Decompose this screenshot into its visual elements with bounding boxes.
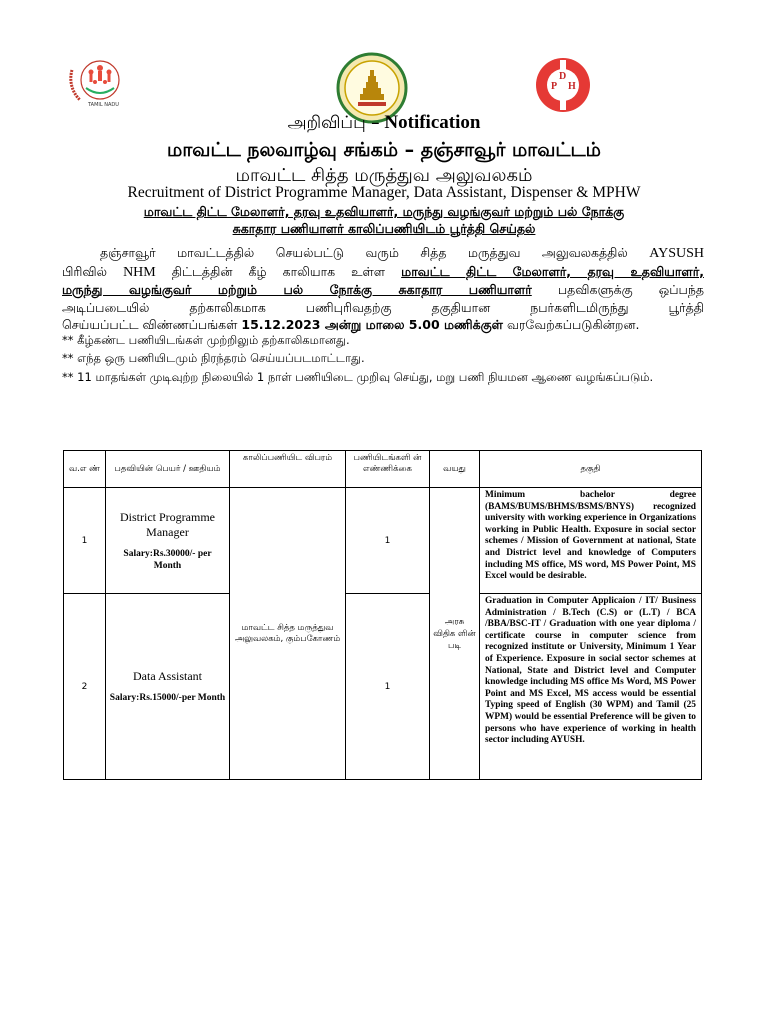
- intro-paragraph: [62, 244, 704, 334]
- row-sno: 2: [64, 594, 106, 780]
- nhm-logo-icon: [60, 54, 140, 116]
- intro-text: பிரிவில்: [62, 263, 107, 279]
- intro-text-nhm: NHM: [123, 264, 156, 280]
- note-temporary: ** கீழ்கண்ட பணியிடங்கள் முற்றிலும் தற்காலிகமானது.: [62, 333, 350, 347]
- header-count: பணியிடங்களி ன் எண்ணிக்கை: [346, 451, 430, 488]
- qualification-cell: Graduation in Computer Applicaion / IT/ Business Administration / B.Tech (C.S) or (L.T) / BCA /BBA/BSC-IT / Graduation with one year diploma / certificate course in computer science from recognized institute or University, Minimum 1 Year of Experience. Exposure in social sector schemes at National, State and District level and Computer knowledge including MS office Ms Word, MS Power Point and MS Excel, MS access would be essential Typing speed of English (30 WPM) and Tamil (25 WPM) would be essential Preference will be given to persons who have experience of working in health sector including AYUSH.: [480, 594, 702, 780]
- posts-table: [63, 450, 702, 780]
- dph-letter-h: H: [568, 81, 576, 92]
- post-cell: [106, 488, 230, 594]
- qualification-cell: Minimum bachelor degree (BAMS/BUMS/BHMS/BSMS/BNYS) recognized university with working experience in Organizations working in Public Health. Exposure in social sector schemes / Mission of Government at national, State and District level and knowledge of Computers including MS office, MS word, MS Power Point, MS Excel would be desirable.: [480, 488, 702, 594]
- header-sno: வ.எ ண்: [64, 451, 106, 488]
- note-reappointment: ** 11 மாதங்கள் முடிவுற்ற நிலையில் 1 நாள் பணியிடை முறிவு செய்து, மறு பணி நியமன ஆணை வழங்கப்படும்.: [62, 370, 654, 384]
- notice-title: [0, 112, 768, 135]
- intro-text-aysush: AYSUSH: [649, 246, 704, 261]
- intro-posts-highlight: மாவட்ட திட்ட மேலாளர், தரவு உதவியாளர்,: [401, 263, 704, 279]
- intro-posts-highlight: மருந்து வழங்குவர் மற்றும் பல் நோக்கு சுகாதார பணியாளர்: [62, 282, 532, 297]
- vacancy-office: மாவட்ட சித்த மருத்துவ அலுவலகம், கும்பகோணம்: [234, 622, 341, 644]
- recruitment-heading: Recruitment of District Programme Manager, Data Assistant, Dispenser & MPHW: [127, 184, 641, 201]
- posts-heading-line-2: சுகாதார பணியாளர் காலிப்பணியிடம் பூர்த்தி செய்தல்: [232, 221, 536, 236]
- intro-line-5: [62, 316, 704, 334]
- header-post: பதவியின் பெயர் / ஊதியம்: [106, 451, 230, 488]
- row-sno: 1: [64, 488, 106, 594]
- intro-line-2: [62, 263, 704, 282]
- notice-title-tamil: அறிவிப்பு –: [287, 113, 380, 133]
- intro-text: தஞ்சாவூர் மாவட்டத்தில் செயல்பட்டு வரும் சித்த மருத்துவ அலுவலகத்தில்: [100, 245, 628, 260]
- office-heading: மாவட்ட சித்த மருத்துவ அலுவலகம்: [235, 165, 533, 186]
- intro-text: பதவிகளுக்கு ஒப்பந்த: [557, 282, 704, 297]
- dph-letter-p: P: [551, 81, 558, 92]
- post-salary: Salary:Rs.30000/- per Month: [123, 548, 212, 571]
- header-age: வயது: [430, 451, 480, 488]
- post-title: District Programme Manager: [120, 509, 215, 539]
- age-rule: அரசு விதிக ளின் படி: [433, 616, 476, 651]
- dph-logo-icon: [532, 56, 594, 114]
- vacancy-office-cell: [230, 488, 346, 780]
- posts-heading-line-1: மாவட்ட திட்ட மேலாளர், தரவு உதவியாளர், மருந்து வழங்குவர் மற்றும் பல் நோக்கு: [143, 204, 625, 219]
- intro-text: திட்டத்தின் கீழ் காலியாக உள்ள: [171, 263, 386, 279]
- table-row: [64, 488, 702, 594]
- age-cell: [430, 488, 480, 780]
- society-heading: மாவட்ட நலவாழ்வு சங்கம் – தஞ்சாவூர் மாவட்டம்: [167, 139, 601, 161]
- nhm-logo-label: TAMIL NADU: [88, 102, 119, 108]
- row-count: 1: [346, 594, 430, 780]
- header-qualification: தகுதி: [480, 451, 702, 488]
- intro-deadline: 15.12.2023 அன்று மாலை 5.00 மணிக்குள்: [241, 317, 503, 332]
- note-not-permanent: ** எந்த ஒரு பணியிடமும் நிரந்தரம் செய்யப்படமாட்டாது.: [62, 351, 365, 365]
- intro-line-3: [62, 281, 704, 299]
- dph-letter-d: D: [559, 71, 567, 82]
- table-header-row: [64, 451, 702, 488]
- table-row: [64, 594, 702, 780]
- post-cell: [106, 594, 230, 780]
- intro-text: வரவேற்கப்படுகின்றன.: [506, 317, 640, 332]
- intro-line-4: அடிப்படையில் தற்காலிகமாக பணிபுரிவதற்கு தகுதியான நபர்களிடமிருந்து பூர்த்தி: [62, 299, 704, 315]
- post-title: Data Assistant: [133, 669, 202, 683]
- intro-text: செய்யப்பட்ட விண்ணப்பங்கள்: [62, 317, 238, 332]
- post-salary: Salary:Rs.15000/-per Month: [109, 693, 226, 703]
- notice-title-english: Notification: [384, 112, 481, 133]
- intro-line-1: [62, 244, 704, 263]
- header-vacancy-details: காலிப்பணியிட விபரம்: [230, 451, 346, 488]
- row-count: 1: [346, 488, 430, 594]
